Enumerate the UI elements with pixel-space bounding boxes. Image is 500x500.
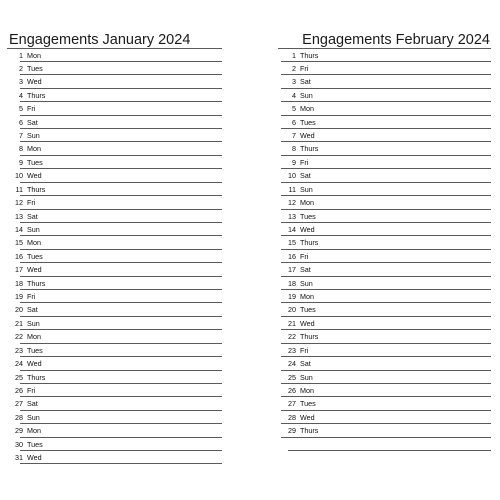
- day-number: 18: [15, 278, 23, 288]
- day-number: 25: [15, 372, 23, 382]
- day-name: Mon: [300, 292, 314, 302]
- writing-line: [288, 450, 491, 451]
- january-day-row[interactable]: [5, 156, 222, 169]
- january-day-row[interactable]: [5, 116, 222, 129]
- day-number: 18: [288, 278, 296, 288]
- february-day-row[interactable]: [278, 371, 493, 384]
- february-day-row[interactable]: [278, 62, 493, 75]
- day-name: Sun: [300, 90, 313, 100]
- day-number: 10: [288, 171, 296, 181]
- february-day-row[interactable]: [278, 236, 493, 249]
- february-day-row[interactable]: [278, 223, 493, 236]
- day-number: 24: [15, 359, 23, 369]
- february-day-row[interactable]: [278, 397, 493, 410]
- day-name: Tues: [300, 399, 316, 409]
- february-day-row[interactable]: [278, 344, 493, 357]
- day-name: Wed: [300, 318, 315, 328]
- day-name: Sat: [27, 305, 38, 315]
- day-number: 19: [288, 292, 296, 302]
- day-number: 4: [292, 90, 296, 100]
- january-day-row[interactable]: [5, 344, 222, 357]
- day-number: 22: [15, 332, 23, 342]
- day-name: Mon: [27, 426, 41, 436]
- february-day-row[interactable]: [278, 49, 493, 62]
- january-day-row[interactable]: [5, 277, 222, 290]
- day-name: Tues: [27, 345, 43, 355]
- day-name: Mon: [27, 50, 41, 60]
- january-day-row[interactable]: [5, 142, 222, 155]
- february-day-row[interactable]: [278, 277, 493, 290]
- day-name: Mon: [300, 386, 314, 395]
- january-day-row[interactable]: [5, 424, 222, 437]
- day-number: 27: [288, 399, 296, 409]
- day-name: Wed: [300, 224, 315, 234]
- day-number: 15: [288, 238, 296, 248]
- day-number: 17: [15, 265, 23, 275]
- day-number: 27: [15, 399, 23, 409]
- day-number: 22: [288, 332, 296, 342]
- day-name: Sun: [300, 184, 313, 194]
- february-day-row[interactable]: [278, 250, 493, 263]
- january-day-row[interactable]: [5, 62, 222, 75]
- february-day-row[interactable]: [278, 317, 493, 330]
- january-day-row[interactable]: [5, 250, 222, 263]
- january-day-row[interactable]: [5, 397, 222, 410]
- day-number: 12: [15, 198, 23, 208]
- february-day-row[interactable]: [278, 384, 493, 397]
- day-number: 16: [288, 251, 296, 261]
- february-day-row[interactable]: [278, 89, 493, 102]
- day-number: 9: [19, 157, 23, 167]
- day-name: Mon: [27, 144, 41, 154]
- february-day-row[interactable]: [278, 169, 493, 182]
- day-number: 21: [288, 318, 296, 328]
- day-name: Wed: [27, 77, 42, 87]
- january-day-row[interactable]: [5, 129, 222, 142]
- day-name: Tues: [27, 63, 43, 73]
- february-day-row[interactable]: [278, 330, 493, 343]
- day-number: 14: [288, 224, 296, 234]
- january-day-row[interactable]: [5, 411, 222, 424]
- day-number: 5: [292, 104, 296, 114]
- day-number: 8: [19, 144, 23, 154]
- day-name: Thurs: [27, 278, 46, 288]
- february-day-row[interactable]: [278, 183, 493, 196]
- day-name: Tues: [27, 251, 43, 261]
- day-number: 8: [292, 144, 296, 154]
- day-name: Sun: [300, 278, 313, 288]
- day-number: 14: [15, 224, 23, 234]
- february-title: Engagements February 2024: [302, 32, 490, 48]
- day-name: Sat: [27, 399, 38, 409]
- day-name: Wed: [300, 131, 315, 141]
- day-name: Wed: [27, 265, 42, 275]
- january-day-row[interactable]: [5, 357, 222, 370]
- february-day-row[interactable]: [278, 102, 493, 115]
- february-day-row[interactable]: [278, 290, 493, 303]
- day-number: 15: [15, 238, 23, 248]
- day-number: 4: [19, 90, 23, 100]
- january-day-row[interactable]: [5, 49, 222, 62]
- january-day-row[interactable]: [5, 75, 222, 88]
- day-name: Sat: [27, 211, 38, 221]
- day-number: 20: [288, 305, 296, 315]
- february-day-row[interactable]: [278, 357, 493, 370]
- day-name: Tues: [27, 439, 43, 449]
- february-blank-row[interactable]: [278, 438, 493, 451]
- february-day-row[interactable]: [278, 142, 493, 155]
- day-name: Thurs: [27, 184, 46, 194]
- february-day-row[interactable]: [278, 196, 493, 209]
- january-day-row[interactable]: [5, 290, 222, 303]
- february-day-row[interactable]: [278, 424, 493, 437]
- day-name: Wed: [300, 412, 315, 422]
- day-number: 3: [292, 77, 296, 87]
- day-number: 6: [19, 117, 23, 127]
- january-day-row[interactable]: [5, 169, 222, 182]
- writing-line: [20, 463, 222, 464]
- day-number: 26: [288, 386, 296, 395]
- day-number: 28: [15, 412, 23, 422]
- day-number: 19: [15, 292, 23, 302]
- day-number: 3: [19, 77, 23, 87]
- january-day-row[interactable]: [5, 102, 222, 115]
- january-day-row[interactable]: [5, 330, 222, 343]
- january-day-row[interactable]: [5, 317, 222, 330]
- day-name: Tues: [300, 211, 316, 221]
- january-day-row[interactable]: [5, 223, 222, 236]
- day-number: 21: [15, 318, 23, 328]
- day-number: 1: [292, 50, 296, 60]
- day-number: 24: [288, 359, 296, 369]
- january-day-row[interactable]: [5, 236, 222, 249]
- day-name: Fri: [300, 345, 309, 355]
- january-day-row[interactable]: [5, 371, 222, 384]
- day-name: Wed: [27, 171, 42, 181]
- day-name: Thurs: [27, 90, 46, 100]
- day-name: Tues: [300, 117, 316, 127]
- day-name: Thurs: [300, 426, 319, 436]
- february-day-row[interactable]: [278, 303, 493, 316]
- day-name: Sat: [300, 171, 311, 181]
- january-day-row[interactable]: [5, 438, 222, 451]
- day-number: 12: [288, 198, 296, 208]
- day-name: Fri: [300, 157, 309, 167]
- day-name: Thurs: [300, 50, 319, 60]
- day-number: 7: [19, 131, 23, 141]
- day-name: Tues: [27, 157, 43, 167]
- day-number: 23: [15, 345, 23, 355]
- day-name: Wed: [27, 359, 42, 369]
- day-number: 6: [292, 117, 296, 127]
- day-name: Thurs: [27, 372, 46, 382]
- day-name: Sun: [27, 318, 40, 328]
- february-day-row[interactable]: [278, 411, 493, 424]
- day-name: Wed: [27, 453, 42, 463]
- day-name: Sat: [27, 117, 38, 127]
- day-name: Mon: [300, 104, 314, 114]
- february-page: [250, 0, 500, 500]
- day-number: 31: [15, 453, 23, 463]
- january-day-row[interactable]: [5, 210, 222, 223]
- day-name: Fri: [300, 251, 309, 261]
- february-day-row[interactable]: [278, 129, 493, 142]
- day-number: 2: [19, 63, 23, 73]
- january-day-row[interactable]: [5, 183, 222, 196]
- february-day-row[interactable]: [278, 263, 493, 276]
- day-name: Sat: [300, 265, 311, 275]
- day-number: 1: [19, 50, 23, 60]
- day-name: Fri: [27, 292, 36, 302]
- day-number: 7: [292, 131, 296, 141]
- day-number: 9: [292, 157, 296, 167]
- day-name: Thurs: [300, 332, 319, 342]
- day-name: Sat: [300, 77, 311, 87]
- day-number: 23: [288, 345, 296, 355]
- day-name: Sun: [27, 412, 40, 422]
- day-number: 10: [15, 171, 23, 181]
- day-number: 13: [15, 211, 23, 221]
- january-day-row[interactable]: [5, 303, 222, 316]
- day-number: 5: [19, 104, 23, 114]
- day-name: Tues: [300, 305, 316, 315]
- day-number: 30: [15, 439, 23, 449]
- day-name: Sat: [300, 359, 311, 369]
- day-name: Sun: [27, 224, 40, 234]
- day-name: Thurs: [300, 144, 319, 154]
- january-day-row[interactable]: [5, 384, 222, 397]
- january-day-row[interactable]: [5, 196, 222, 209]
- february-day-row[interactable]: [278, 116, 493, 129]
- day-number: 2: [292, 63, 296, 73]
- day-name: Mon: [27, 332, 41, 342]
- day-number: 11: [288, 184, 296, 194]
- day-number: 13: [288, 211, 296, 221]
- day-name: Mon: [300, 198, 314, 208]
- january-day-row[interactable]: [5, 263, 222, 276]
- day-name: Thurs: [300, 238, 319, 248]
- february-day-row[interactable]: [278, 210, 493, 223]
- day-number: 29: [15, 426, 23, 436]
- day-name: Fri: [27, 104, 36, 114]
- day-number: 17: [288, 265, 296, 275]
- day-number: 16: [15, 251, 23, 261]
- january-day-row[interactable]: [5, 451, 222, 464]
- february-day-row[interactable]: [278, 75, 493, 88]
- day-number: 20: [15, 305, 23, 315]
- january-title: Engagements January 2024: [9, 32, 191, 48]
- january-day-row[interactable]: [5, 89, 222, 102]
- day-name: Fri: [300, 63, 309, 73]
- day-number: 29: [288, 426, 296, 436]
- day-name: Sun: [27, 131, 40, 141]
- february-day-row[interactable]: [278, 156, 493, 169]
- day-name: Sun: [300, 372, 313, 382]
- day-number: 28: [288, 412, 296, 422]
- day-name: Mon: [27, 238, 41, 248]
- day-number: 26: [15, 386, 23, 395]
- day-number: 11: [15, 184, 23, 194]
- day-name: Fri: [27, 198, 36, 208]
- day-name: Fri: [27, 386, 36, 395]
- day-number: 25: [288, 372, 296, 382]
